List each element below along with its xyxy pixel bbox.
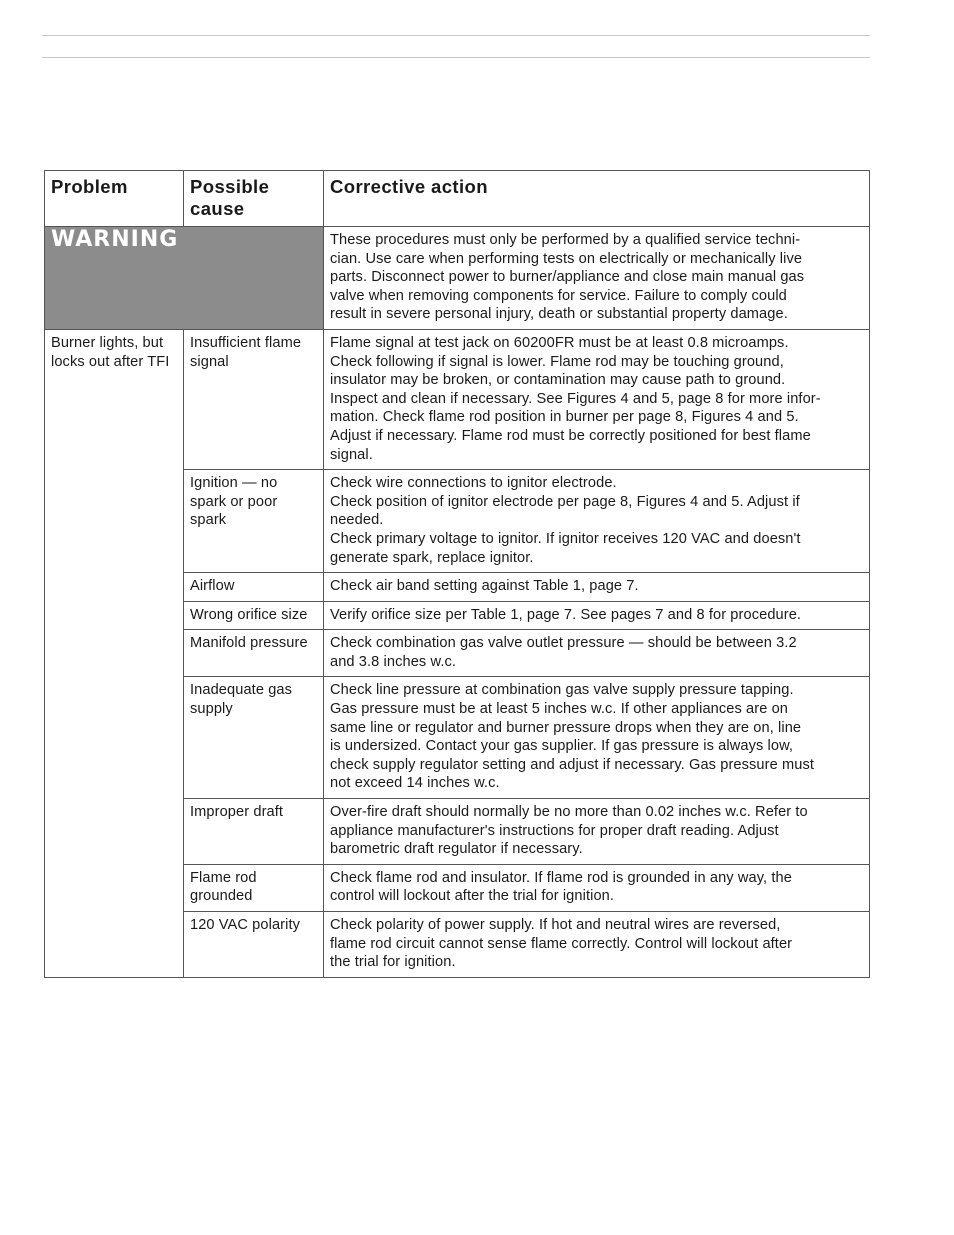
- cause-cell: [184, 799, 324, 865]
- text-line: Gas pressure must be at least 5 inches w.c. If other appliances are on: [330, 701, 789, 718]
- text-line: Improper draft: [190, 804, 284, 821]
- problem-cell: [45, 329, 184, 977]
- text-line: Check wire connections to ignitor electrode.: [330, 475, 617, 492]
- text-line: result in severe personal injury, death or substantial property damage.: [330, 306, 788, 323]
- cause-cell: [184, 677, 324, 799]
- text-line: Manifold pressure: [190, 635, 308, 652]
- text-line: supply: [190, 701, 233, 718]
- text-line: Check primary voltage to ignitor. If ignitor receives 120 VAC and doesn't: [330, 530, 801, 547]
- table-row: [45, 329, 870, 469]
- text-line: Over-fire draft should normally be no more than 0.02 inches w.c. Refer to: [330, 804, 808, 821]
- text-line: signal: [190, 353, 229, 370]
- cause-cell: [184, 912, 324, 978]
- text-line: Insufficient flame: [190, 334, 302, 351]
- warning-banner: [45, 227, 324, 330]
- text-line: signal.: [330, 446, 373, 463]
- text-line: cian. Use care when performing tests on electrically or mechanically live: [330, 250, 803, 267]
- text-line: Flame signal at test jack on 60200FR must be at least 0.8 microamps.: [330, 334, 789, 351]
- header-rule-bottom: [42, 57, 870, 58]
- warning-text: [324, 227, 870, 330]
- cause-cell: [184, 864, 324, 911]
- text-line: check supply regulator setting and adjust if necessary. Gas pressure must: [330, 756, 814, 773]
- table-body: [45, 227, 870, 978]
- text-line: parts. Disconnect power to burner/appliance and close main manual gas: [330, 269, 805, 286]
- cause-cell: [184, 601, 324, 630]
- text-line: appliance manufacturer's instructions for proper draft reading. Adjust: [330, 822, 779, 839]
- text-line: needed.: [330, 512, 384, 529]
- text-line: Adjust if necessary. Flame rod must be correctly positioned for best flame: [330, 427, 811, 444]
- text-line: not exceed 14 inches w.c.: [330, 775, 500, 792]
- cause-cell: [184, 470, 324, 573]
- text-line: Check flame rod and insulator. If flame rod is grounded in any way, the: [330, 869, 792, 886]
- action-cell: [324, 864, 870, 911]
- cause-cell: [184, 573, 324, 602]
- warning-row: [45, 227, 870, 330]
- text-line: Inadequate gas: [190, 682, 293, 699]
- action-cell: [324, 470, 870, 573]
- text-line: Check following if signal is lower. Flame rod may be touching ground,: [330, 353, 784, 370]
- header-possible-cause: Possible cause: [184, 171, 324, 227]
- header-problem: Problem: [45, 171, 184, 227]
- text-line: the trial for ignition.: [330, 954, 456, 971]
- text-line: Flame rod: [190, 869, 257, 886]
- text-line: barometric draft regulator if necessary.: [330, 841, 583, 858]
- text-line: spark: [190, 512, 227, 529]
- text-line: Ignition — no: [190, 475, 278, 492]
- action-cell: [324, 573, 870, 602]
- header-rule-top: [42, 35, 870, 36]
- text-line: same line or regulator and burner pressure drops when they are on, line: [330, 719, 802, 736]
- text-line: is undersized. Contact your gas supplier. If gas pressure is always low,: [330, 738, 794, 755]
- action-cell: [324, 677, 870, 799]
- warning-label: WARNING: [51, 227, 179, 252]
- text-line: valve when removing components for service. Failure to comply could: [330, 287, 787, 304]
- text-line: 120 VAC polarity: [190, 917, 301, 933]
- text-line: and 3.8 inches w.c.: [330, 653, 457, 670]
- cause-cell: [184, 329, 324, 469]
- text-line: control will lockout after the trial for ignition.: [330, 888, 615, 905]
- troubleshooting-table: [44, 170, 870, 978]
- text-line: Inspect and clean if necessary. See Figures 4 and 5, page 8 for more infor-: [330, 390, 821, 407]
- action-cell: [324, 912, 870, 978]
- text-line: Check air band setting against Table 1, page 7.: [330, 578, 639, 595]
- action-cell: [324, 329, 870, 469]
- text-line: Verify orifice size per Table 1, page 7. See pages 7 and 8 for procedure.: [330, 606, 802, 623]
- text-line: These procedures must only be performed by a qualified service techni-: [330, 232, 801, 248]
- text-line: spark or poor: [190, 493, 278, 510]
- text-line: mation. Check flame rod position in burner per page 8, Figures 4 and 5.: [330, 409, 799, 426]
- table-header-row: [45, 171, 870, 227]
- text-line: Wrong orifice size: [190, 606, 308, 623]
- header-corrective-action: Corrective action: [324, 171, 870, 227]
- text-line: Check position of ignitor electrode per page 8, Figures 4 and 5. Adjust if: [330, 493, 800, 510]
- text-line: generate spark, replace ignitor.: [330, 549, 534, 566]
- action-cell: [324, 799, 870, 865]
- text-line: Check combination gas valve outlet pressure — should be between 3.2: [330, 635, 797, 652]
- text-line: insulator may be broken, or contamination may cause path to ground.: [330, 372, 786, 389]
- text-line: grounded: [190, 888, 253, 905]
- text-line: locks out after TFI: [51, 353, 170, 370]
- text-line: Check polarity of power supply. If hot and neutral wires are reversed,: [330, 917, 781, 933]
- cause-cell: [184, 630, 324, 677]
- action-cell: [324, 630, 870, 677]
- text-line: flame rod circuit cannot sense flame correctly. Control will lockout after: [330, 935, 793, 952]
- text-line: Check line pressure at combination gas valve supply pressure tapping.: [330, 682, 794, 699]
- action-cell: [324, 601, 870, 630]
- text-line: Burner lights, but: [51, 334, 164, 351]
- text-line: Airflow: [190, 578, 235, 595]
